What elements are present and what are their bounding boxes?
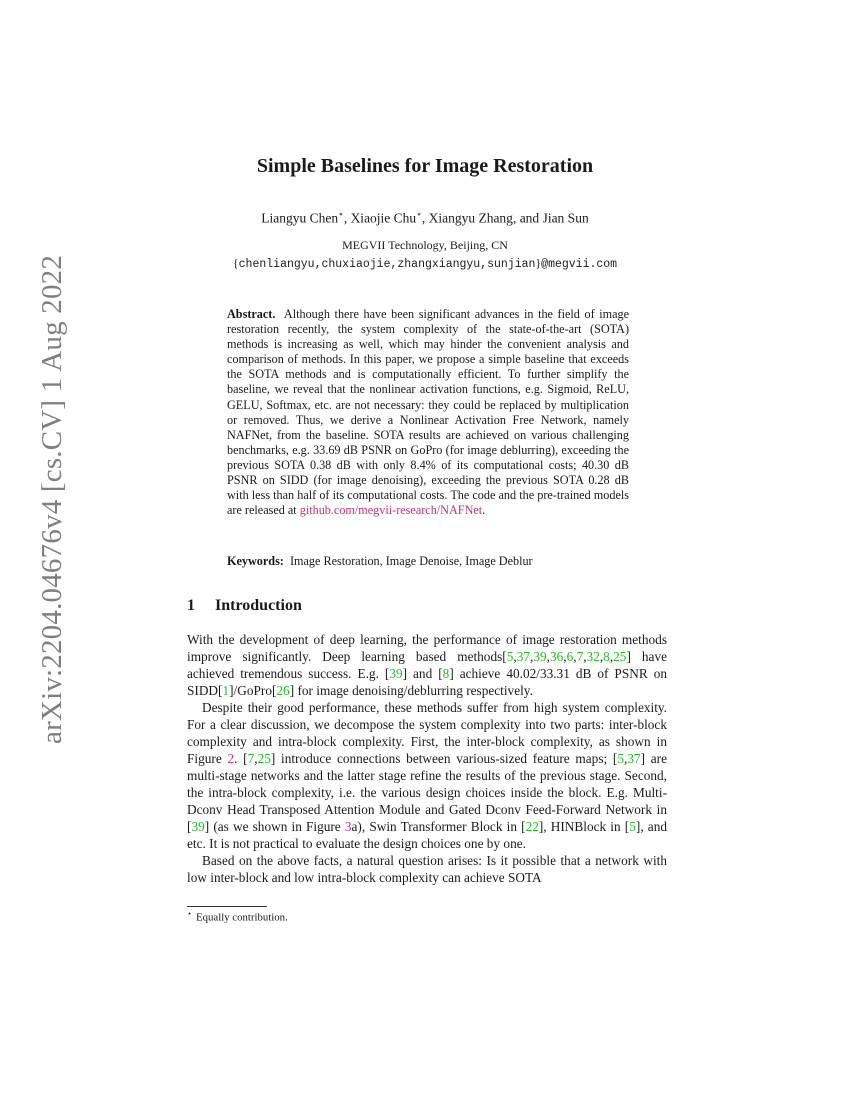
citation-link[interactable]: 37	[627, 751, 641, 766]
author-equal-contribution-mark: ⋆	[338, 209, 344, 219]
keywords-label: Keywords:	[227, 554, 284, 568]
email-domain: @megvii.com	[541, 258, 618, 271]
citation-link[interactable]: 7	[247, 751, 255, 766]
author-separator: ,	[421, 210, 429, 226]
affiliation: MEGVII Technology, Beijing, CN	[342, 238, 508, 252]
citation-link[interactable]: 7	[576, 649, 584, 664]
citation-link[interactable]: 39	[191, 819, 205, 834]
citation-link[interactable]: 8	[603, 649, 610, 664]
citation-link[interactable]: 37	[516, 649, 530, 664]
author-name: Jian Sun	[542, 210, 589, 226]
author-separator: ,	[343, 210, 351, 226]
author-equal-contribution-mark: ⋆	[416, 209, 422, 219]
arxiv-identifier-stamp: arXiv:2204.04676v4 [cs.CV] 1 Aug 2022	[36, 254, 68, 744]
author-name: Xiaojie Chu	[350, 210, 417, 226]
citation-link[interactable]: 1	[222, 683, 230, 698]
author-name: Liangyu Chen	[261, 210, 339, 226]
figure-reference-link[interactable]: 3	[344, 819, 352, 834]
footnote-mark: ⋆	[187, 909, 193, 918]
citation-link[interactable]: 6	[566, 649, 574, 664]
figure-reference-link[interactable]: 2	[227, 751, 235, 766]
intro-paragraph: With the development of deep learning, the performance of image restoration methods improve significantly. Deep learning based methods[5,37,39,36,6,7,32,8,25] have achieved tremendous success. E.g. [39] and [8] achieve 40.02/33.31 dB of PSNR on SIDD[1]/GoPro[26] for image denoising/deblurring respectively.	[187, 632, 667, 698]
email-brace-close: }	[535, 256, 542, 270]
paper-title: Simple Baselines for Image Restoration	[256, 155, 594, 177]
section-title: Introduction	[215, 597, 302, 614]
abstract	[227, 307, 629, 518]
citation-link[interactable]: 39	[533, 649, 547, 664]
author-name: Xiangyu Zhang	[428, 210, 513, 226]
introduction-body	[187, 631, 667, 886]
citation-link[interactable]: 25	[257, 751, 271, 766]
citation-link[interactable]: 39	[389, 666, 403, 681]
footnote	[187, 909, 288, 924]
keywords	[227, 554, 629, 569]
abstract-text: Although there have been significant advances in the field of image restoration recently, the system complexity of the state-of-the-art (SOTA) methods is increasing as well, which may hinder the convenient analysis and comparison of methods. In this paper, we propose a simple baseline that exceeds the SOTA methods and is computationally efficient. To further simplify the baseline, we reveal that the nonlinear activation functions, e.g. Sigmoid, ReLU, GELU, Softmax, etc. are not necessary: they could be replaced by multiplication or removed. Thus, we derive a Nonlinear Activation Free Network, namely NAFNet, from the baseline. SOTA results are achieved on various challenging benchmarks, e.g. 33.69 dB PSNR on GoPro (for image deblurring), exceeding the previous SOTA 0.38 dB with only 8.4% of its computational costs; 40.30 dB PSNR on SIDD (for image denoising), exceeding the previous SOTA 0.28 dB with less than half of its computational costs. The code and the pre-trained models are released at	[227, 307, 629, 518]
citation-link[interactable]: 5	[506, 649, 514, 664]
citation-link[interactable]: 5	[617, 751, 624, 766]
abstract-end: .	[482, 503, 486, 518]
abstract-label: Abstract.	[227, 307, 276, 321]
author-list	[0, 209, 850, 227]
citation-link[interactable]: 5	[629, 819, 636, 834]
citation-link[interactable]: 22	[525, 819, 539, 834]
intro-paragraph: Based on the above facts, a natural question arises: Is it possible that a network with low inter-block and low intra-block complexity can achieve SOTA	[187, 853, 667, 885]
citation-link[interactable]: 25	[613, 649, 627, 664]
footnote-divider	[187, 906, 267, 907]
author-emails	[0, 256, 850, 271]
citation-link[interactable]: 26	[276, 683, 290, 698]
keywords-text: Image Restoration, Image Denoise, Image Deblur	[289, 554, 533, 568]
section-heading-introduction	[187, 597, 302, 615]
footnote-text: Equally contribution.	[196, 911, 288, 924]
author-separator: , and	[512, 210, 543, 226]
intro-paragraph: Despite their good performance, these methods suffer from high system complexity. For a clear discussion, we decompose the system complexity into two parts: inter-block complexity and intra-block complexity. First, the inter-block complexity, as shown in Figure 2. [7,25] introduce connections between various-sized feature maps; [5,37] are multi-stage networks and the latter stage refine the results of the previous stage. Second, the intra-block complexity, i.e. the various design choices inside the block. E.g. Multi-Dconv Head Transposed Attention Module and Gated Dconv Feed-Forward Network in [39] (as we shown in Figure 3a), Swin Transformer Block in [22], HINBlock in [5], and etc. It is not practical to evaluate the design choices one by one.	[187, 700, 668, 851]
citation-link[interactable]: 36	[549, 649, 564, 664]
citation-link[interactable]: 32	[586, 649, 600, 664]
email-usernames: chenliangyu,chuxiaojie,zhangxiangyu,sunjian	[238, 258, 536, 271]
citation-link[interactable]: 8	[442, 666, 450, 681]
email-brace-open: {	[232, 256, 239, 270]
section-number: 1	[187, 597, 195, 614]
code-repository-link[interactable]: github.com/megvii-research/NAFNet	[299, 503, 483, 518]
